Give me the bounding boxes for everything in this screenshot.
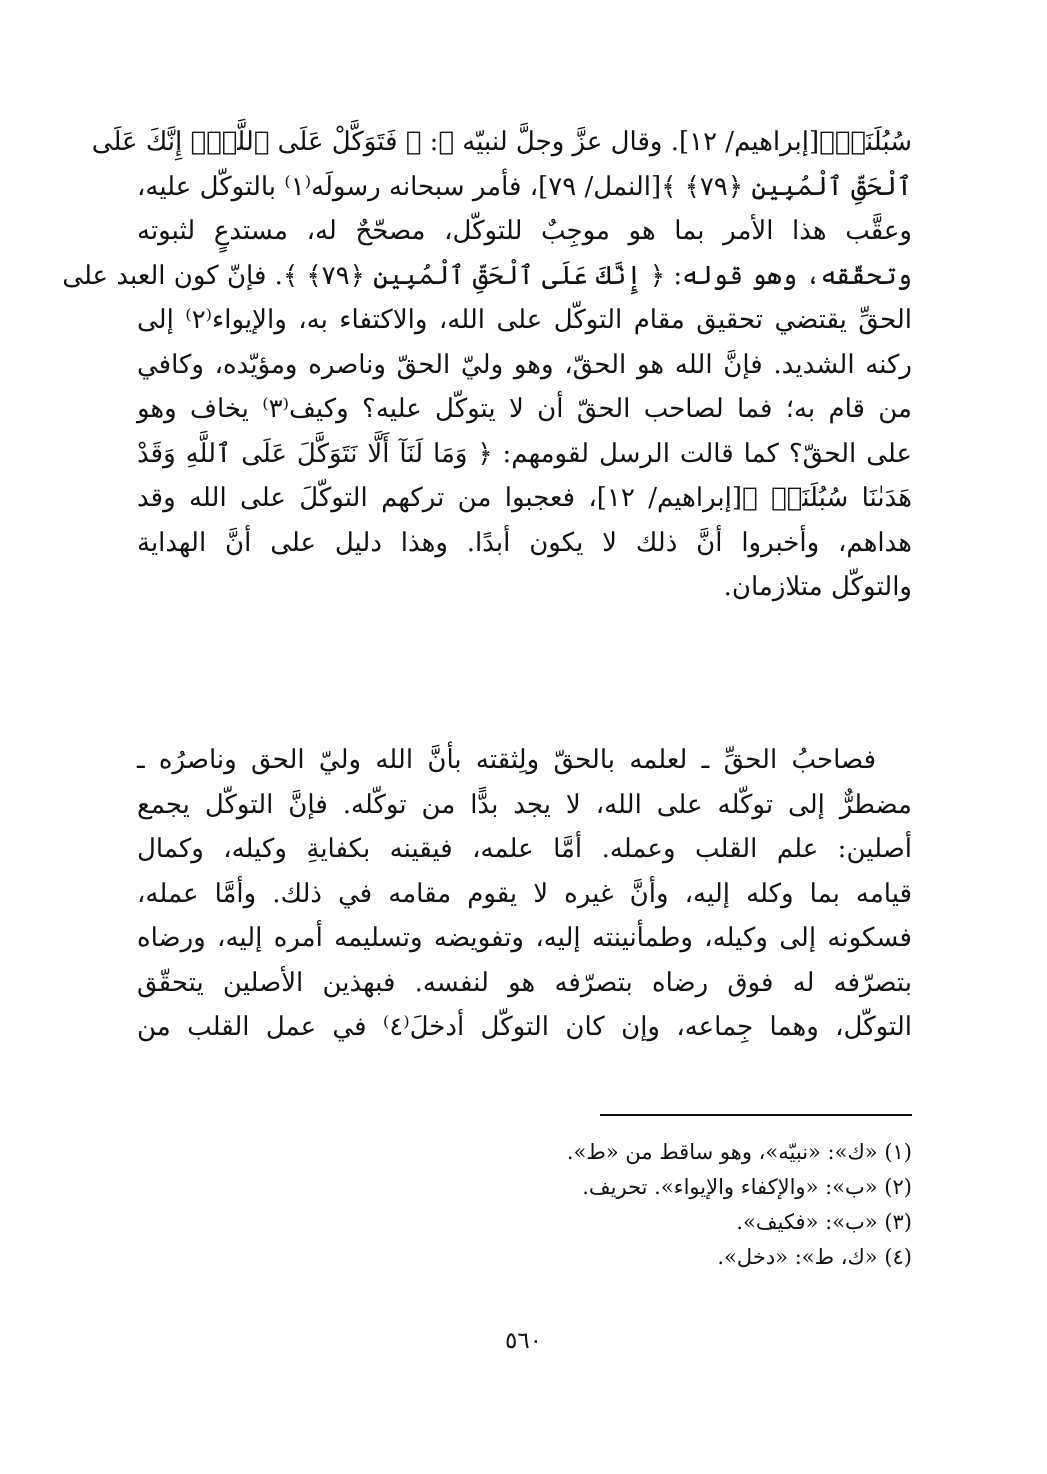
text-line: هداهم، وأخبروا أنَّ ذلك لا يكون أبدًا. وهذا دليل على أنَّ الهداية <box>137 527 912 558</box>
text-line: فسكونه إلى وكيله، وطمأنينته إليه، وتفويضه وتسليمه أمره إليه، ورضاه <box>137 923 912 953</box>
text-line: التوكّل، وهما جِماعه، وإن كان التوكّل أدخلَ⁽٤⁾ في عمل القلب من <box>137 1012 912 1042</box>
footnote-item: (٢) «ب»: «والإكفاء والإيواء». تحريف. <box>582 1175 912 1199</box>
text-line: فصاحبُ الحقِّ ـ لعلمه بالحقّ ولِثقته بأنَّ الله وليّ الحق وناصرُه ـ <box>137 745 876 775</box>
paragraph-1 <box>62 120 913 610</box>
text-line: بتصرّفه له فوق رضاه بتصرّفه هو لنفسه. فبهذين الأصلين يتحقّق <box>137 967 912 998</box>
text-line: من قام به؛ فما لصاحب الحقّ أن لا يتوكّل عليه؟ وكيف⁽٣⁾ يخاف وهو <box>137 394 912 424</box>
footnotes <box>137 1135 912 1275</box>
paragraph-2 <box>137 738 912 1050</box>
text-line: قيامه بما وكله إليه، وأنَّ غيره لا يقوم مقامه في ذلك. وأمَّا عمله، <box>137 878 912 909</box>
footnote-item: (١) «ك»: «نبيّه»، وهو ساقط من «ط». <box>566 1140 912 1164</box>
footnote-item: (٣) «ب»: «فكيف». <box>736 1210 912 1234</box>
text-line: والتوكّل متلازمان. <box>723 572 912 602</box>
page-number: ٥٦٠ <box>504 1328 543 1354</box>
text-line: ٱلْحَقِّ ٱلْمُبِينِ ﴿٧٩﴾ ﴾[النمل/ ٧٩]، فأمر سبحانه رسولَه⁽١⁾ بالتوكّل عليه، <box>137 171 913 202</box>
text-line: أصلين: علم القلب وعمله. أمَّا علمه، فيقينه بكفايةِ وكيله، وكمال <box>137 834 912 864</box>
text-line: على الحقّ؟ كما قالت الرسل لقومهم: ﴿ وَمَا لَنَآ أَلَّا نَتَوَكَّلَ عَلَى ٱللَّهِ وَقَدْ <box>137 438 912 469</box>
footnote-item: (٤) «ك، ط»: «دخل». <box>717 1245 912 1269</box>
footnote-divider <box>600 1114 912 1116</box>
text-line: مضطرٌّ إلى توكّله على الله، لا يجد بدًّا من توكّله. فإنَّ التوكّل يجمع <box>137 789 912 820</box>
text-line: وتحقّقه، وهو قوله: ﴿ إِنَّكَ عَلَى ٱلْحَقِّ ٱلْمُبِينِ ﴿٧٩﴾ ﴾. فإنّ كون العبد على <box>62 260 912 291</box>
text-line: الحقِّ يقتضي تحقيق مقام التوكّل على الله، والاكتفاء به، والإيواء⁽٢⁾ إلى <box>137 305 913 335</box>
text-line: سُبُلَنَاۚ﴾[إبراهيم/ ١٢]. وقال عزَّ وجلَّ لنبيّه ﷺ: ﴿ فَتَوَكَّلْ عَلَى ٱللَّهِۖ إِنَّكَ عَلَى <box>91 127 912 157</box>
text-line: وعقَّب هذا الأمر بما هو موجِبٌ للتوكّل، مصحّحٌ له، مستدعٍ لثبوته <box>137 216 912 246</box>
text-line: ركنه الشديد. فإنَّ الله هو الحقّ، وهو وليّ الحقّ وناصره ومؤيّده، وكافي <box>137 349 912 380</box>
text-line: هَدَىٰنَا سُبُلَنَاۚ ﴾[إبراهيم/ ١٢]، فعجبوا من تركهم التوكّلَ على الله وقد <box>137 483 913 513</box>
